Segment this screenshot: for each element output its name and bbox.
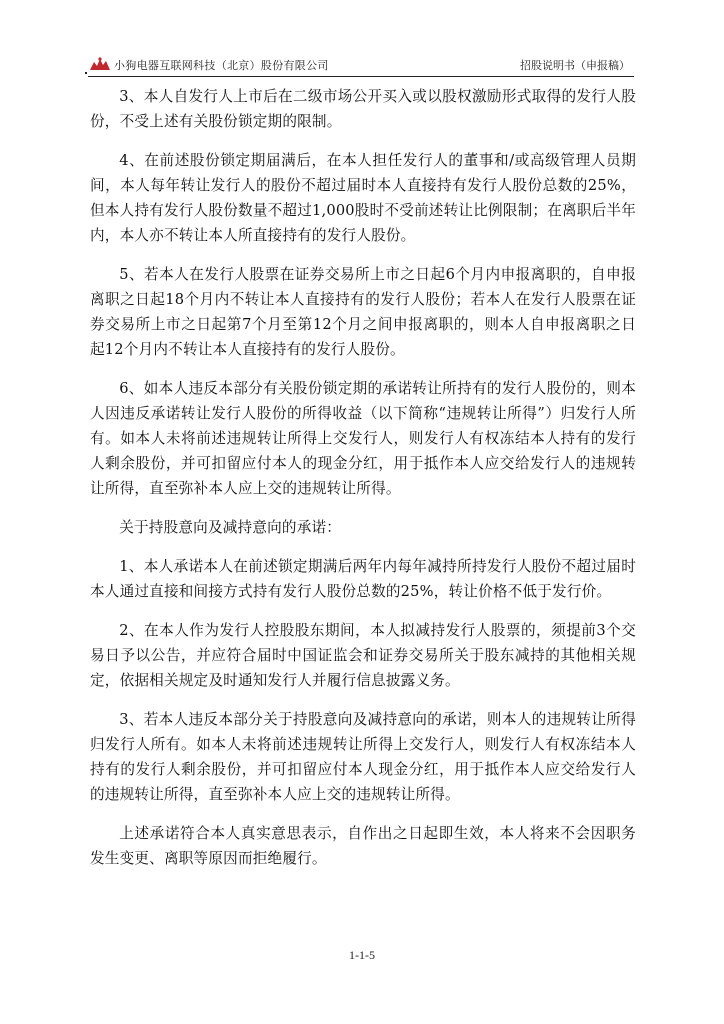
page-header [88,52,634,77]
paragraph: 2、在本人作为发行人控股股东期间，本人拟减持发行人股票的，须提前3个交易日予以公告，并应符合届时中国证监会和证券交易所关于股东减持的其他相关规定，依据相关规定及时通知发行人并履行信息披露义务。 [90,622,636,689]
document-body [90,84,636,885]
page-number: 1-1-5 [349,948,375,962]
header-mark [85,72,87,74]
paragraph: 3、若本人违反本部分关于持股意向及减持意向的承诺，则本人的违规转让所得归发行人所有。如本人未将前述违规转让所得上交发行人，则发行人有权冻结本人持有的发行人剩余股份，并可扣留应付本人现金分红，用于抵作本人应交给发行人的违规转让所得，直至弥补本人应上交的违规转让所得。 [90,711,636,803]
document-type: 招股说明书（申报稿） [520,59,630,72]
company-logo-icon [88,56,112,72]
company-name: 小狗电器互联网科技（北京）股份有限公司 [114,59,329,72]
paragraph: 上述承诺符合本人真实意思表示，自作出之日起即生效，本人将来不会因职务发生变更、离职等原因而拒绝履行。 [90,825,636,867]
paragraph: 3、本人自发行人上市后在二级市场公开买入或以股权激励形式取得的发行人股份，不受上述有关股份锁定期的限制。 [90,88,636,130]
paragraph: 4、在前述股份锁定期届满后，在本人担任发行人的董事和/或高级管理人员期间，本人每年转让发行人的股份不超过届时本人直接持有发行人股份总数的25%，但本人持有发行人股份数量不超过1,000股时不受前述转让比例限制；在离职后半年内，本人亦不转让本人所直接持有的发行人股份。 [90,152,636,244]
paragraph: 6、如本人违反本部分有关股份锁定期的承诺转让所持有的发行人股份的，则本人因违反承诺转让发行人股份的所得收益（以下简称“违规转让所得”）归发行人所有。如本人未将前述违规转让所得上交发行人，则发行人有权冻结本人持有的发行人剩余股份，并可扣留应付本人的现金分红，用于抵作本人应交给发行人的违规转让所得，直至弥补本人应上交的违规转让所得。 [90,380,636,497]
paragraph: 1、本人承诺本人在前述锁定期满后两年内每年减持所持发行人股份不超过届时本人通过直接和间接方式持有发行人股份总数的25%，转让价格不低于发行价。 [90,558,636,600]
paragraph: 5、若本人在发行人股票在证券交易所上市之日起6个月内申报离职的，自申报离职之日起18个月内不转让本人直接持有的发行人股份；若本人在发行人股票在证券交易所上市之日起第7个月至第12个月之间申报离职的，则本人自申报离职之日起12个月内不转让本人直接持有的发行人股份。 [90,266,636,358]
section-heading: 关于持股意向及减持意向的承诺： [119,519,342,536]
